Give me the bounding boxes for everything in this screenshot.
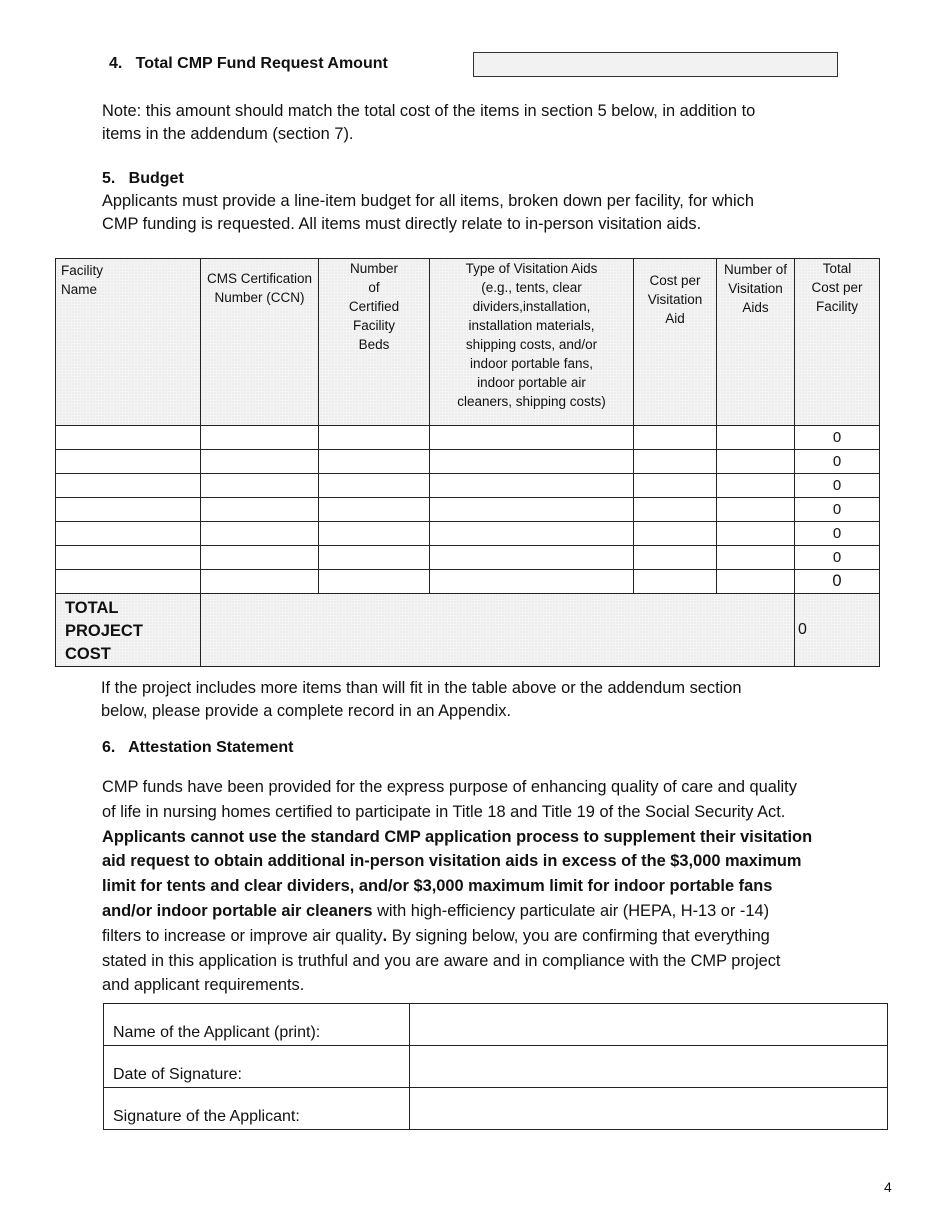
number-of-aids-cell[interactable]: [717, 570, 795, 594]
facility-name-cell[interactable]: [56, 498, 201, 522]
attestation-statement: [102, 775, 812, 998]
appendix-note-line-1: If the project includes more items than will fit in the table above or the addendum section: [101, 679, 742, 697]
page-number: 4: [884, 1179, 892, 1195]
budget-table: [55, 258, 880, 667]
cost-per-aid-cell[interactable]: [634, 450, 717, 474]
aid-type-cell[interactable]: [430, 570, 634, 594]
budget-desc-line-1: Applicants must provide a line-item budget for all items, broken down per facility, for which: [102, 192, 754, 210]
aid-type-cell[interactable]: [430, 426, 634, 450]
total-request-amount-input[interactable]: [473, 52, 838, 77]
beds-cell[interactable]: [319, 498, 430, 522]
budget-desc-line-2: CMP funding is requested. All items must directly relate to in-person visitation aids.: [102, 215, 702, 233]
ccn-cell[interactable]: [201, 570, 319, 594]
beds-cell[interactable]: [319, 570, 430, 594]
section-5-description: [102, 190, 754, 236]
signature-table: [103, 1003, 888, 1130]
number-of-aids-cell[interactable]: [717, 498, 795, 522]
budget-row: [56, 498, 880, 522]
row-total-cell: 0: [795, 570, 880, 594]
attestation-line-7-b: By signing below, you are confirming that everything: [387, 926, 770, 945]
number-of-aids-cell[interactable]: [717, 426, 795, 450]
applicant-signature-input[interactable]: [410, 1088, 888, 1130]
ccn-cell[interactable]: [201, 474, 319, 498]
row-total-cell: 0: [795, 498, 880, 522]
appendix-note-line-2: below, please provide a complete record in an Appendix.: [101, 702, 512, 720]
budget-total-row: [56, 594, 880, 667]
row-total-cell: 0: [795, 474, 880, 498]
attestation-line-6: [102, 899, 812, 924]
budget-row: [56, 570, 880, 594]
row-total-cell: 0: [795, 522, 880, 546]
total-project-cost-label: TOTAL PROJECT COST: [56, 594, 201, 667]
section-4-note: [102, 100, 755, 146]
signature-date-label: Date of Signature:: [104, 1046, 410, 1088]
aid-type-cell[interactable]: [430, 546, 634, 570]
ccn-cell[interactable]: [201, 450, 319, 474]
number-of-aids-cell[interactable]: [717, 522, 795, 546]
attestation-line-7: [102, 924, 812, 949]
attestation-line-2: of life in nursing homes certified to participate in Title 18 and Title 19 of the Social Security Act.: [102, 802, 786, 821]
aid-type-cell[interactable]: [430, 498, 634, 522]
section-5-heading: 5. Budget: [102, 170, 184, 187]
attestation-line-7-a: filters to increase or improve air quality: [102, 926, 383, 945]
signature-date-input[interactable]: [410, 1046, 888, 1088]
cost-per-aid-cell[interactable]: [634, 522, 717, 546]
budget-row: [56, 474, 880, 498]
applicant-name-input[interactable]: [410, 1004, 888, 1046]
signature-row: [104, 1046, 888, 1088]
header-cost-per-aid: Cost per Visitation Aid: [634, 259, 717, 426]
cost-per-aid-cell[interactable]: [634, 426, 717, 450]
section-4-heading: 4. Total CMP Fund Request Amount: [109, 55, 388, 72]
cost-per-aid-cell[interactable]: [634, 498, 717, 522]
ccn-cell[interactable]: [201, 546, 319, 570]
header-facility-name: Facility Name: [56, 259, 201, 426]
header-number-of-aids: Number of Visitation Aids: [717, 259, 795, 426]
facility-name-cell[interactable]: [56, 450, 201, 474]
attestation-line-1: CMP funds have been provided for the express purpose of enhancing quality of care and quality: [102, 778, 797, 796]
row-total-cell: 0: [795, 546, 880, 570]
cost-per-aid-cell[interactable]: [634, 570, 717, 594]
header-ccn: CMS Certification Number (CCN): [201, 259, 319, 426]
attestation-line-5: limit for tents and clear dividers, and/or $3,000 maximum limit for indoor portable fans: [102, 877, 773, 896]
facility-name-cell[interactable]: [56, 570, 201, 594]
applicant-signature-label: Signature of the Applicant:: [104, 1088, 410, 1130]
attestation-line-9: and applicant requirements.: [102, 976, 305, 995]
number-of-aids-cell[interactable]: [717, 450, 795, 474]
beds-cell[interactable]: [319, 474, 430, 498]
facility-name-cell[interactable]: [56, 474, 201, 498]
budget-row: [56, 522, 880, 546]
ccn-cell[interactable]: [201, 522, 319, 546]
signature-row: [104, 1088, 888, 1130]
cost-per-aid-cell[interactable]: [634, 474, 717, 498]
attestation-line-3: Applicants cannot use the standard CMP application process to supplement their visitation: [102, 827, 813, 846]
beds-cell[interactable]: [319, 522, 430, 546]
ccn-cell[interactable]: [201, 498, 319, 522]
budget-row: [56, 546, 880, 570]
header-certified-beds: Number of Certified Facility Beds: [319, 259, 430, 426]
number-of-aids-cell[interactable]: [717, 474, 795, 498]
attestation-line-4: aid request to obtain additional in-person visitation aids in excess of the $3,000 maximum: [102, 852, 802, 871]
facility-name-cell[interactable]: [56, 426, 201, 450]
beds-cell[interactable]: [319, 450, 430, 474]
ccn-cell[interactable]: [201, 426, 319, 450]
number-of-aids-cell[interactable]: [717, 546, 795, 570]
beds-cell[interactable]: [319, 546, 430, 570]
beds-cell[interactable]: [319, 426, 430, 450]
row-total-cell: 0: [795, 450, 880, 474]
facility-name-cell[interactable]: [56, 522, 201, 546]
note-line-2: items in the addendum (section 7).: [102, 125, 354, 143]
total-row-filler: [201, 594, 795, 667]
attestation-line-7-dot: .: [382, 926, 388, 945]
budget-header-row: [56, 259, 880, 426]
cost-per-aid-cell[interactable]: [634, 546, 717, 570]
budget-row: [56, 450, 880, 474]
attestation-line-6-bold: and/or indoor portable air cleaners: [102, 901, 373, 920]
aid-type-cell[interactable]: [430, 474, 634, 498]
signature-row: [104, 1004, 888, 1046]
header-visitation-aid-type: Type of Visitation Aids (e.g., tents, clear dividers,installation, installation materials, shipping costs, and/or indoor portable fans, indoor portable air cleaners, shipping costs): [430, 259, 634, 426]
attestation-line-6-rest: with high-efficiency particulate air (HEPA, H-13 or -14): [372, 901, 770, 920]
attestation-line-8: stated in this application is truthful and you are aware and in compliance with the CMP project: [102, 951, 781, 970]
grand-total-value: 0: [795, 594, 880, 667]
budget-row: [56, 426, 880, 450]
row-total-cell: 0: [795, 426, 880, 450]
facility-name-cell[interactable]: [56, 546, 201, 570]
aid-type-cell[interactable]: [430, 450, 634, 474]
applicant-name-label: Name of the Applicant (print):: [104, 1004, 410, 1046]
header-total-cost-per-facility: Total Cost per Facility: [795, 259, 880, 426]
aid-type-cell[interactable]: [430, 522, 634, 546]
section-6-heading: 6. Attestation Statement: [102, 739, 294, 756]
appendix-note: [101, 677, 742, 723]
note-line-1: Note: this amount should match the total cost of the items in section 5 below, in addition to: [102, 102, 756, 120]
